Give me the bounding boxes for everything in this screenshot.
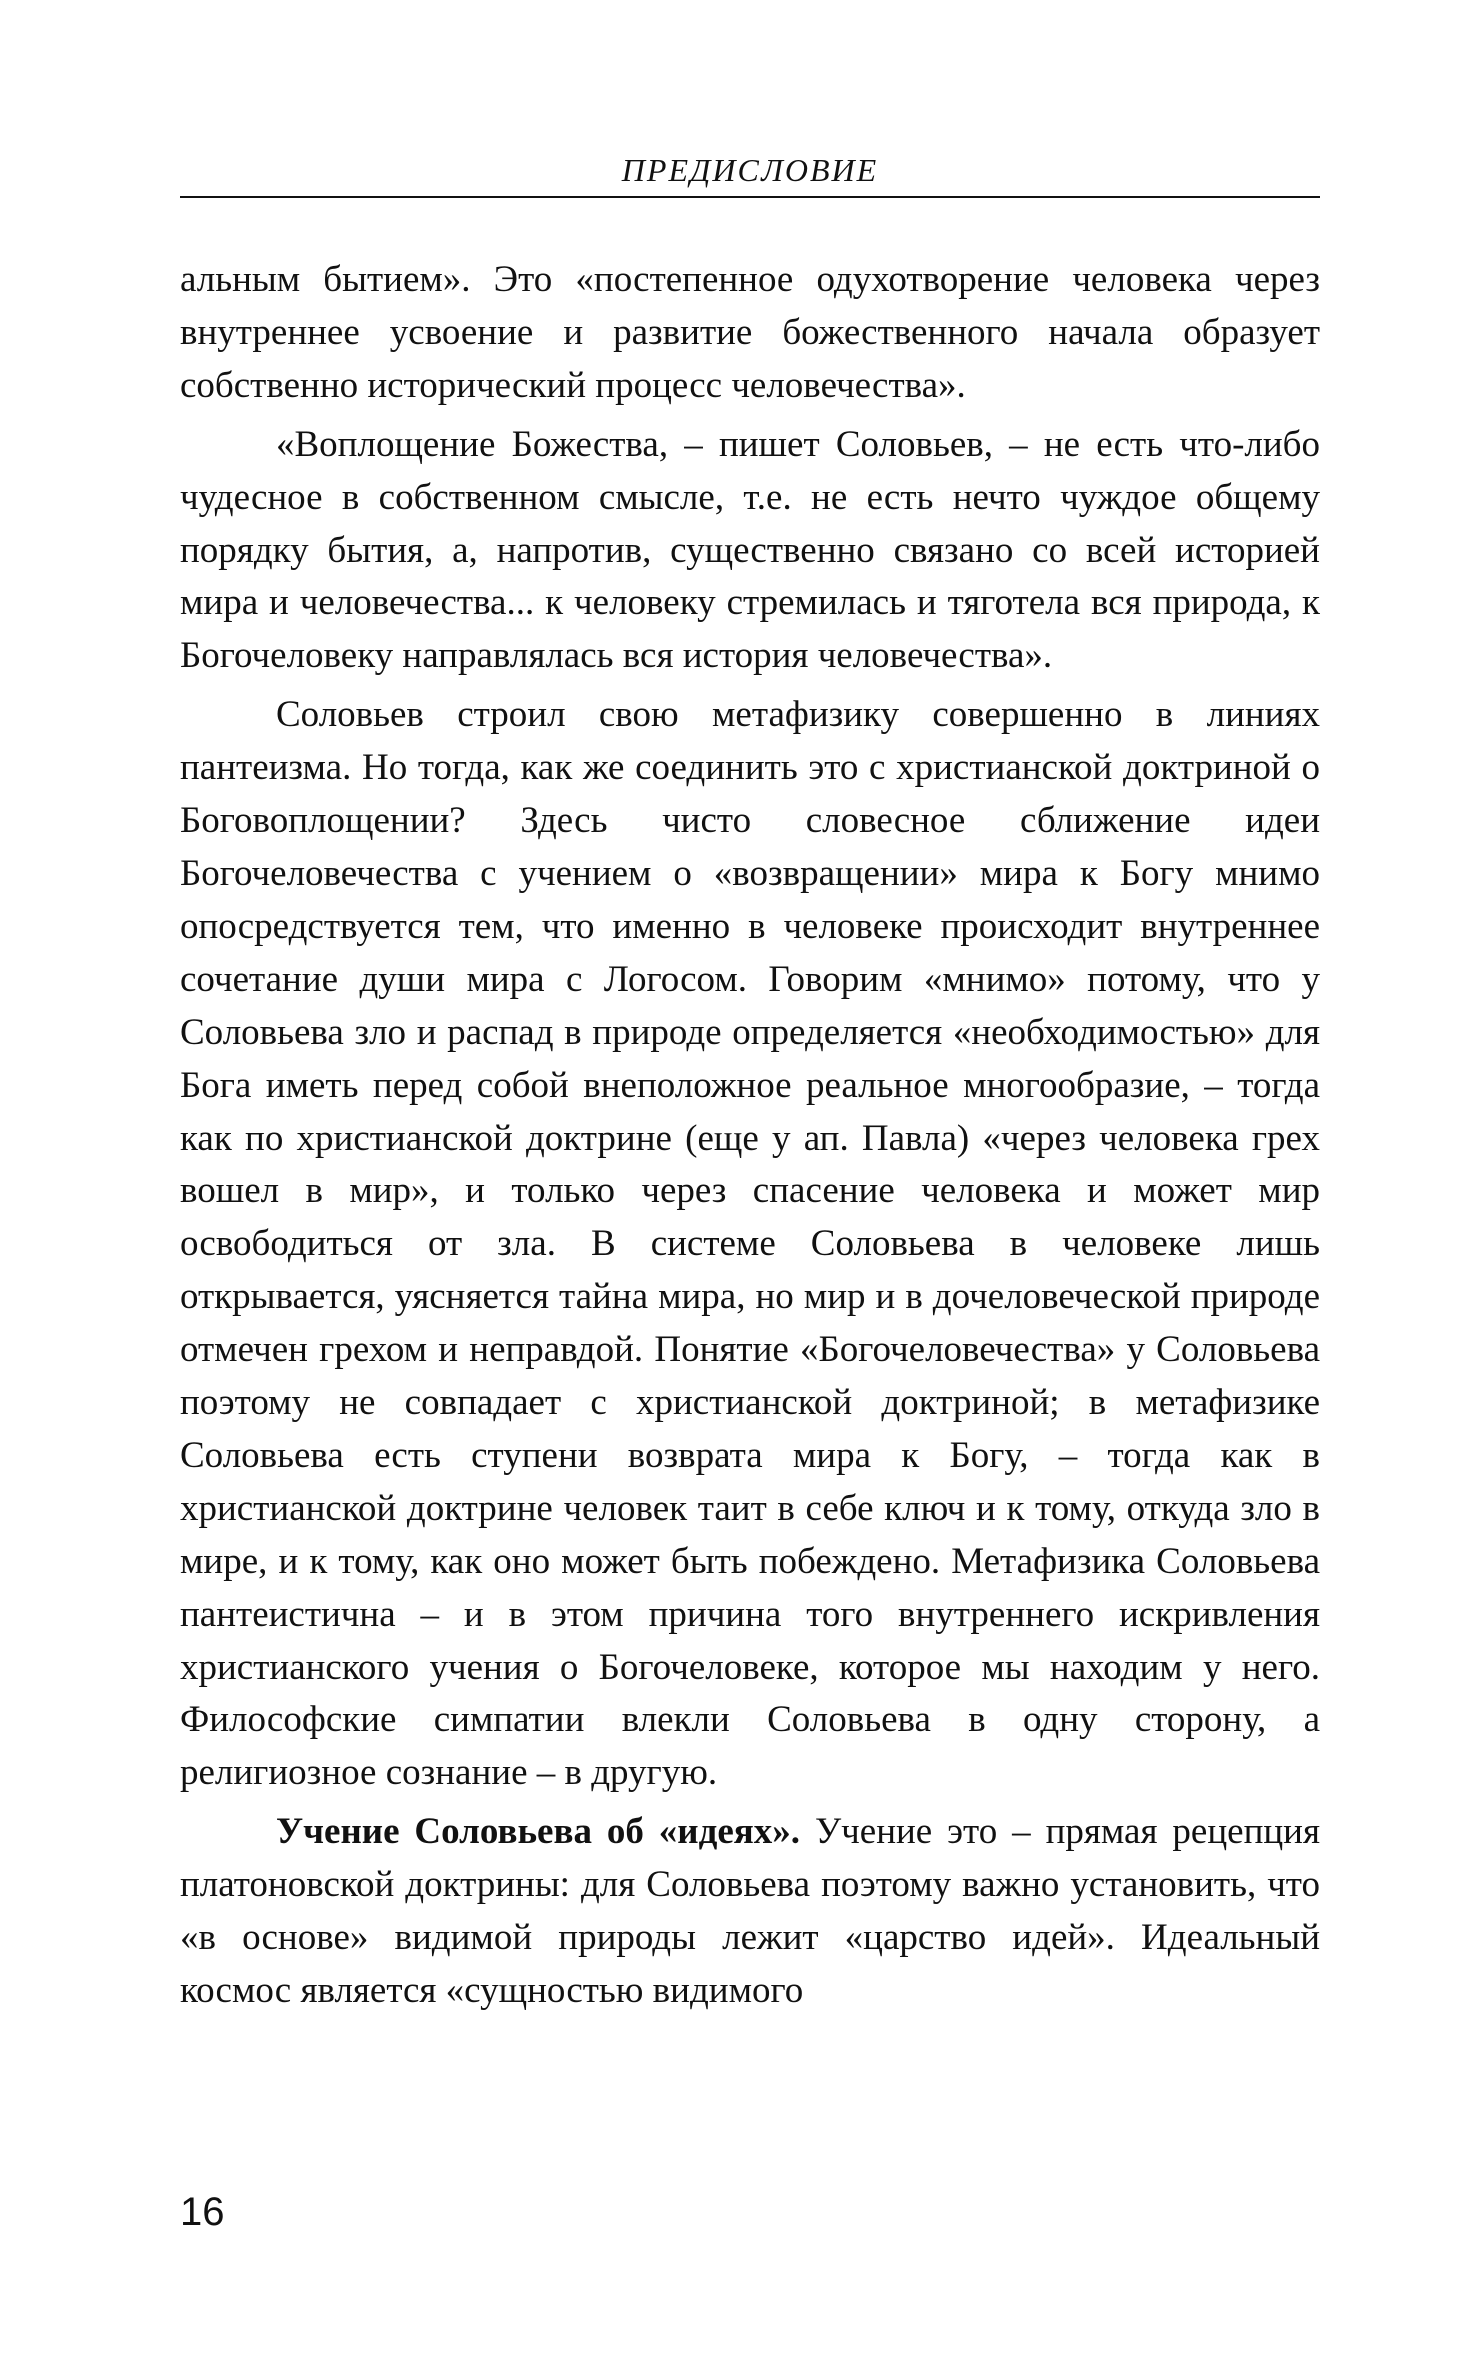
paragraph-4-text: Учение это – прямая рецепция платоновской доктрины: для Соловьева поэтому важно установить, что «в основе» видимой природы лежит «царство идей». Идеальный космос является «сущностью видимого xyxy=(180,1811,1320,2011)
paragraph-2: «Воплощение Божества, – пишет Соловьев, – не есть что-либо чудесное в собственном смысле, т.е. не есть нечто чуждое общему порядку бытия, а, напротив, существенно связано со всей историей мира и человечества... к человеку стремилась и тяготела вся природа, к Богочеловеку направлялась вся история человечества». xyxy=(180,423,1320,677)
paragraph-3: Соловьев строил свою метафизику совершенно в линиях пантеизма. Но тогда, как же соединить это с христианской доктриной о Боговоплощении? Здесь чисто словесное сближение идеи Богочеловечества с учением о «возвращении» мира к Богу мнимо опосредствуется тем, что именно в человеке происходит внутреннее сочетание души мира с Логосом. Говорим «мнимо» потому, что у Соловьева зло и распад в природе определяется «необходимостью» для Бога иметь перед собой внеположное реальное многообразие, – тогда как по христианской доктрине (еще у ап. Павла) «через человека грех вошел в мир», и только через спасение человека и может мир освободиться от зла. В системе Соловьева в человеке лишь открывается, уясняется тайна мира, но мир и в дочеловеческой природе отмечен грехом и неправдой. Понятие «Богочеловечества» у Соловьева поэтому не совпадает с христианской доктриной; в метафизике Соловьева есть ступени возврата мира к Богу, – тогда как в христианской доктрине человек таит в себе ключ и к тому, откуда зло в мире, и к тому, как оно может быть побеждено. Метафизика Соловьева пантеистична – и в этом причина того внутреннего искривления христианского учения о Богочеловеке, которое мы находим у него. Философские симпатии влекли Соловьева в одну сторону, а религиозное сознание – в другую. xyxy=(180,694,1320,1794)
header-rule xyxy=(180,196,1320,198)
section-heading-inline: Учение Соловьева об «идеях». xyxy=(276,1811,801,1853)
body-text xyxy=(180,254,1320,2018)
paragraph-4 xyxy=(180,1806,1320,2018)
page-number: 16 xyxy=(180,2190,225,2234)
running-head-title: ПРЕДИСЛОВИЕ xyxy=(621,152,879,188)
paragraph-1: альным бытием». Это «постепенное одухотворение человека через внутреннее усвоение и развитие божественного начала образует собственно исторический процесс человечества». xyxy=(180,259,1320,406)
